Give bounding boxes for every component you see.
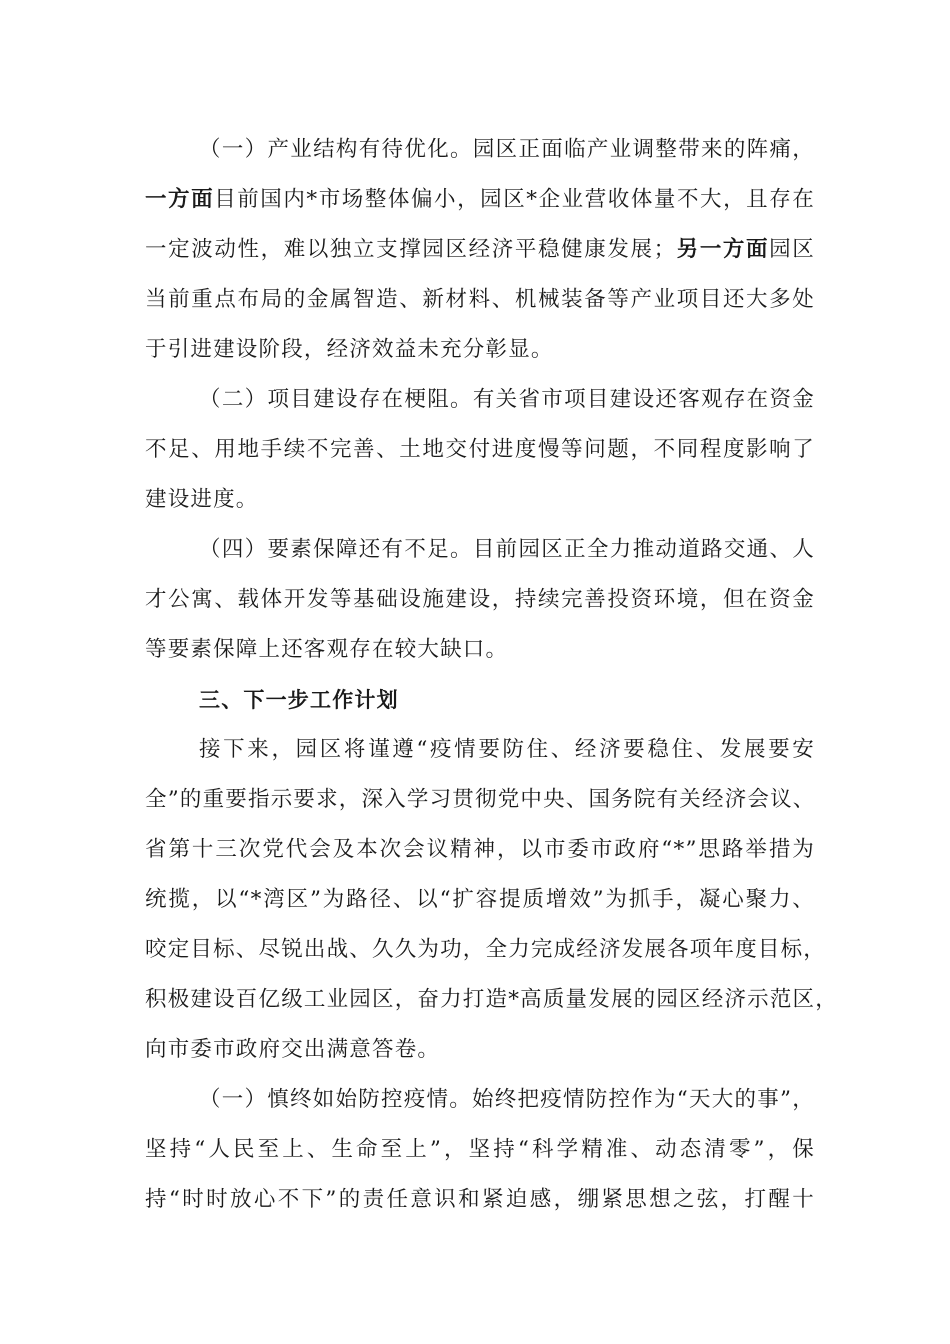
paragraph-line: 等要素保障上还客观存在较大缺口。 [145,637,509,662]
paragraph-line: 不足、用地手续不完善、土地交付进度慢等问题，不同程度影响了 [145,437,815,462]
emphasis-text: 另一方面 [676,237,770,262]
paragraph-line-text: 目前国内*市场整体偏小，园区*企业营收体量不大，且存在 [214,187,815,212]
paragraph-line-text: 一定波动性，难以独立支撑园区经济平稳健康发展； [145,237,677,262]
paragraph-line: 向市委市政府交出满意答卷。 [145,1037,441,1062]
paragraph-line [145,185,815,215]
paragraph-line: 建设进度。 [145,487,259,512]
emphasis-text: 一方面 [145,187,215,212]
paragraph-line: （二）项目建设存在梗阻。有关省市项目建设还客观存在资金 [199,387,815,412]
paragraph-line: 才公寓、载体开发等基础设施建设，持续完善投资环境，但在资金 [145,587,815,612]
paragraph-line: 全”的重要指示要求，深入学习贯彻党中央、国务院有关经济会议、 [145,787,816,812]
paragraph-line: 坚持“人民至上、生命至上”，坚持“科学精准、动态清零”，保 [145,1137,815,1162]
paragraph-line: （一）产业结构有待优化。园区正面临产业调整带来的阵痛， [199,137,815,162]
paragraph-line: 省第十三次党代会及本次会议精神，以市委市政府“*”思路举措为 [145,837,815,862]
paragraph-line: 于引进建设阶段，经济效益未充分彰显。 [145,337,554,362]
paragraph-line [145,235,815,265]
paragraph-line: 持“时时放心不下”的责任意识和紧迫感，绷紧思想之弦，打醒十 [145,1187,815,1212]
paragraph-line: （四）要素保障还有不足。目前园区正全力推动道路交通、人 [199,537,815,562]
paragraph-line: 统揽，以“*湾区”为路径、以“扩容提质增效”为抓手，凝心聚力、 [145,887,815,912]
paragraph-line: 积极建设百亿级工业园区，奋力打造*高质量发展的园区经济示范区， [145,987,838,1012]
paragraph-line: 当前重点布局的金属智造、新材料、机械装备等产业项目还大多处 [145,287,815,312]
paragraph-line: 咬定目标、尽锐出战、久久为功，全力完成经济发展各项年度目标， [145,937,827,962]
paragraph-line-text: 园区 [769,237,815,262]
paragraph-line: （一）慎终如始防控疫情。始终把疫情防控作为“天大的事”， [199,1087,815,1112]
paragraph-line: 接下来，园区将谨遵“疫情要防住、经济要稳住、发展要安 [199,737,815,762]
section-heading: 三、下一步工作计划 [199,688,399,712]
